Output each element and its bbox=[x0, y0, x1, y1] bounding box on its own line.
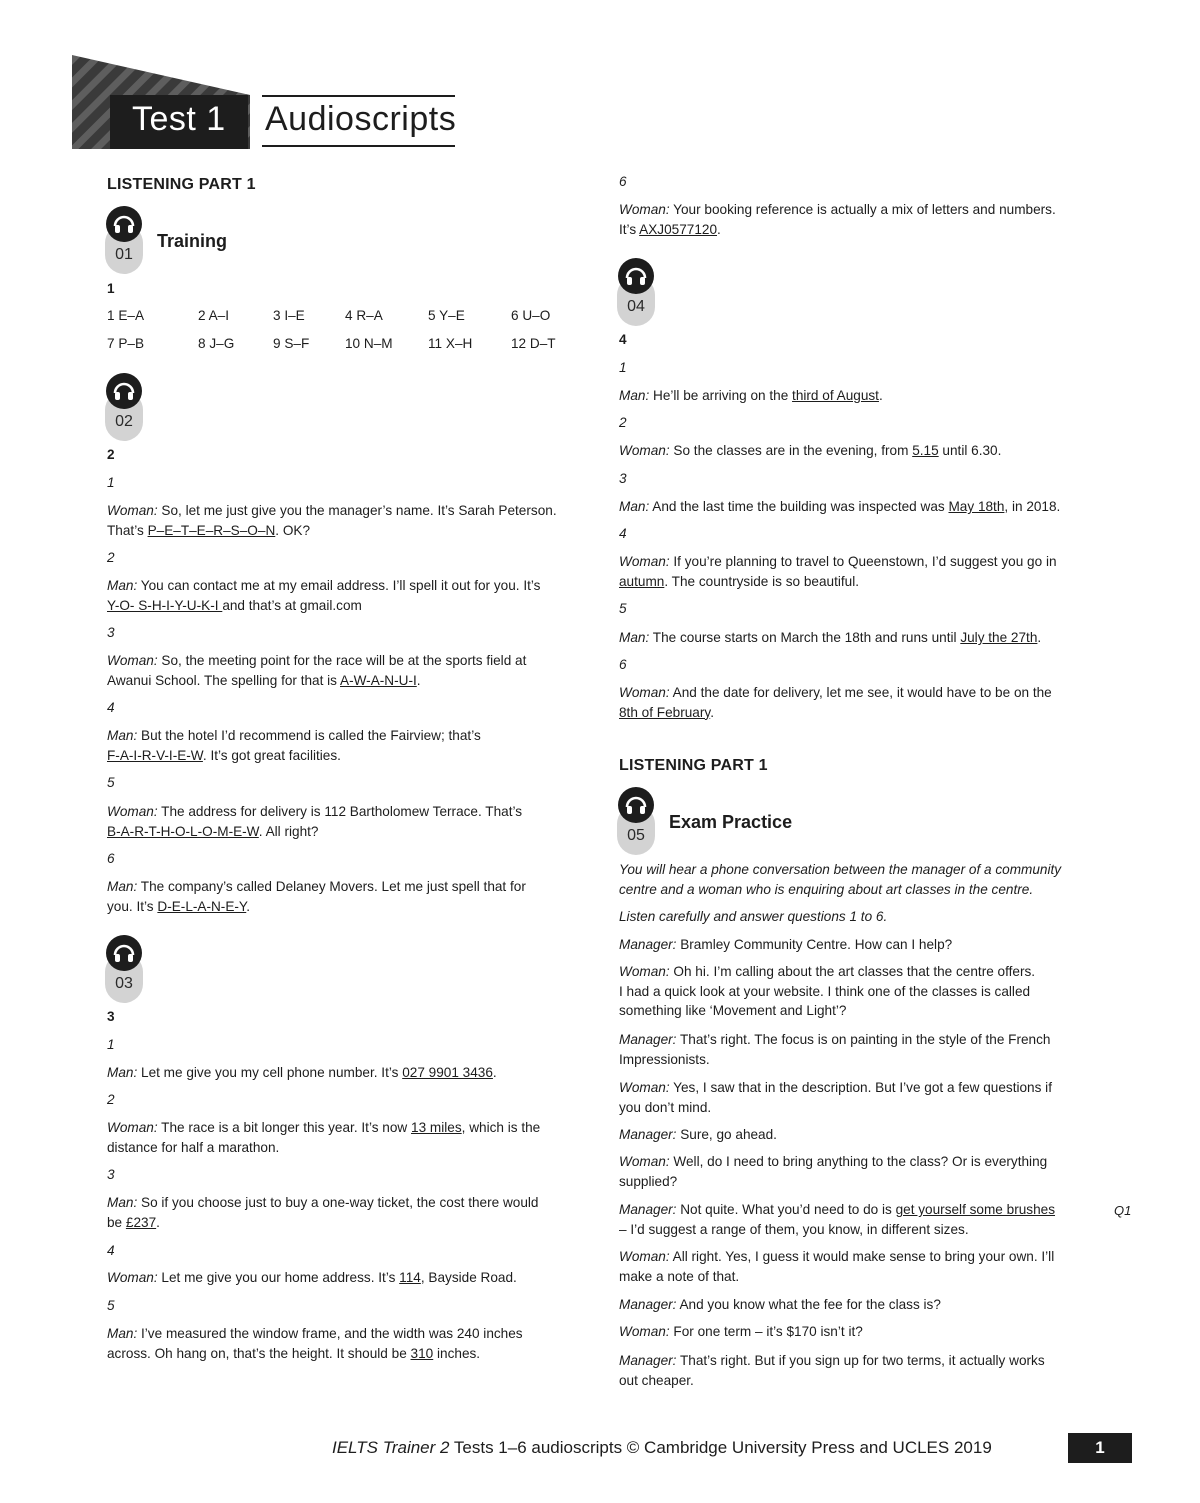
item-number: 4 bbox=[619, 526, 627, 541]
script-line: Woman: So the classes are in the evening, from 5.15 until 6.30. bbox=[619, 443, 1002, 458]
item-number: 2 bbox=[107, 550, 115, 565]
script-line: Man: I’ve measured the window frame, and the width was 240 inches across. Oh hang on, that’s the height. It should be 310 inches. bbox=[107, 1326, 523, 1361]
exercise-number: 3 bbox=[107, 1009, 115, 1024]
script-line: Woman: Your booking reference is actually a mix of letters and numbers. It’s AXJ0577120. bbox=[619, 202, 1056, 237]
page-number: 1 bbox=[1068, 1433, 1132, 1463]
headphones-icon bbox=[112, 379, 136, 403]
exercise-number: 1 bbox=[107, 281, 115, 296]
item-number: 3 bbox=[107, 1167, 115, 1182]
item-number: 6 bbox=[107, 851, 115, 866]
script-line: Man: The course starts on March the 18th and runs until July the 27th. bbox=[619, 630, 1042, 645]
test-label: Test 1 bbox=[132, 100, 226, 138]
title-rule-bottom bbox=[262, 145, 455, 147]
script-line: Man: You can contact me at my email address. I’ll spell it out for you. It’s Y-O- S-H-I-Y-U-K-I and that’s at gmail.com bbox=[107, 578, 541, 613]
dialogue-line: Manager: And you know what the fee for the class is? bbox=[619, 1297, 941, 1312]
item-number: 5 bbox=[619, 601, 627, 616]
dialogue-line: Woman: Well, do I need to bring anything to the class? Or is everything supplied? bbox=[619, 1154, 1048, 1189]
headphones-icon bbox=[112, 212, 136, 236]
item-number: 3 bbox=[107, 625, 115, 640]
item-number: 6 bbox=[619, 174, 627, 189]
instruction-text: Listen carefully and answer questions 1 to 6. bbox=[619, 909, 888, 924]
dialogue-line: Manager: That’s right. The focus is on painting in the style of the French Impressionists. bbox=[619, 1032, 1051, 1067]
section-title-right: LISTENING PART 1 bbox=[619, 757, 768, 774]
item-number: 1 bbox=[107, 475, 115, 490]
script-line: Man: So if you choose just to buy a one-way ticket, the cost there would be £237. bbox=[107, 1195, 539, 1230]
item-number: 1 bbox=[619, 360, 627, 375]
title-rule-top bbox=[262, 95, 455, 97]
headphones-icon bbox=[624, 793, 648, 817]
dialogue-line: Manager: Bramley Community Centre. How can I help? bbox=[619, 937, 953, 952]
dialogue-line: Woman: All right. Yes, I guess it would make sense to bring your own. I’ll make a note of that. bbox=[619, 1249, 1055, 1284]
dialogue-line: Woman: Yes, I saw that in the description. But I’ve got a few questions if you don’t mind. bbox=[619, 1080, 1052, 1115]
script-line: Man: Let me give you my cell phone number. It’s 027 9901 3436. bbox=[107, 1065, 497, 1080]
headphones-icon bbox=[624, 264, 648, 288]
script-line: Woman: So, the meeting point for the race will be at the sports field at Awanui School. The spelling for that is A-W-A-N-U-I. bbox=[107, 653, 527, 688]
script-line: Man: He’ll be arriving on the third of August. bbox=[619, 388, 883, 403]
item-number: 4 bbox=[107, 1243, 115, 1258]
section-title-left: LISTENING PART 1 bbox=[107, 176, 256, 193]
training-title: Training bbox=[157, 231, 228, 251]
dialogue-line: Woman: Oh hi. I’m calling about the art classes that the centre offers. I had a quick look at your website. I think one of the classes is called something like ‘Movement and Light’? bbox=[619, 964, 1036, 1018]
script-line: Man: But the hotel I’d recommend is called the Fairview; that’s F-A-I-R-V-I-E-W. It’s got great facilities. bbox=[107, 728, 481, 763]
dialogue-line: Manager: That’s right. But if you sign up for two terms, it actually works out cheaper. bbox=[619, 1353, 1045, 1388]
script-line: Woman: The address for delivery is 112 Bartholomew Terrace. That’s B-A-R-T-H-O-L-O-M-E-W. All right? bbox=[107, 804, 523, 839]
intro-text: You will hear a phone conversation between the manager of a community centre and a woman who is enquiring about art classes in the centre. bbox=[619, 862, 1062, 897]
script-line: Woman: The race is a bit longer this year. It’s now 13 miles, which is the distance for half a marathon. bbox=[107, 1120, 541, 1155]
dialogue-line: Woman: For one term – it’s $170 isn’t it? bbox=[619, 1324, 863, 1339]
item-number: 3 bbox=[619, 471, 627, 486]
page-title: Audioscripts bbox=[265, 100, 457, 138]
script-line: Woman: If you’re planning to travel to Queenstown, I’d suggest you go in autumn. The countryside is so beautiful. bbox=[619, 554, 1057, 589]
script-line: Woman: So, let me just give you the manager’s name. It’s Sarah Peterson. That’s P–E–T–E–R–S–O–N. OK? bbox=[107, 503, 557, 538]
item-number: 2 bbox=[619, 415, 627, 430]
item-number: 5 bbox=[107, 775, 115, 790]
item-number: 6 bbox=[619, 657, 627, 672]
script-line: Woman: Let me give you our home address. It’s 114, Bayside Road. bbox=[107, 1270, 517, 1285]
script-line: Man: And the last time the building was inspected was May 18th, in 2018. bbox=[619, 499, 1061, 514]
footer-copyright: IELTS Trainer 2 Tests 1–6 audioscripts © Cambridge University Press and UCLES 2019 bbox=[332, 1438, 992, 1457]
exam-practice-title: Exam Practice bbox=[669, 812, 793, 832]
item-number: 1 bbox=[107, 1037, 115, 1052]
headphones-icon bbox=[112, 941, 136, 965]
item-number: 2 bbox=[107, 1092, 115, 1107]
dialogue-line: Manager: Sure, go ahead. bbox=[619, 1127, 777, 1142]
script-line: Man: The company’s called Delaney Movers. Let me just spell that for you. It’s D-E-L-A-N-E-Y. bbox=[107, 879, 526, 914]
script-line: Woman: And the date for delivery, let me see, it would have to be on the 8th of February. bbox=[619, 685, 1052, 720]
item-number: 4 bbox=[107, 700, 115, 715]
dialogue-line: Manager: Not quite. What you’d need to do is get yourself some brushes – I’d suggest a range of them, you know, in different sizes. bbox=[619, 1202, 1056, 1237]
question-marker: Q1 bbox=[1114, 1203, 1132, 1218]
item-number: 5 bbox=[107, 1298, 115, 1313]
exercise-number: 2 bbox=[107, 447, 115, 462]
exercise-number: 4 bbox=[619, 332, 627, 347]
